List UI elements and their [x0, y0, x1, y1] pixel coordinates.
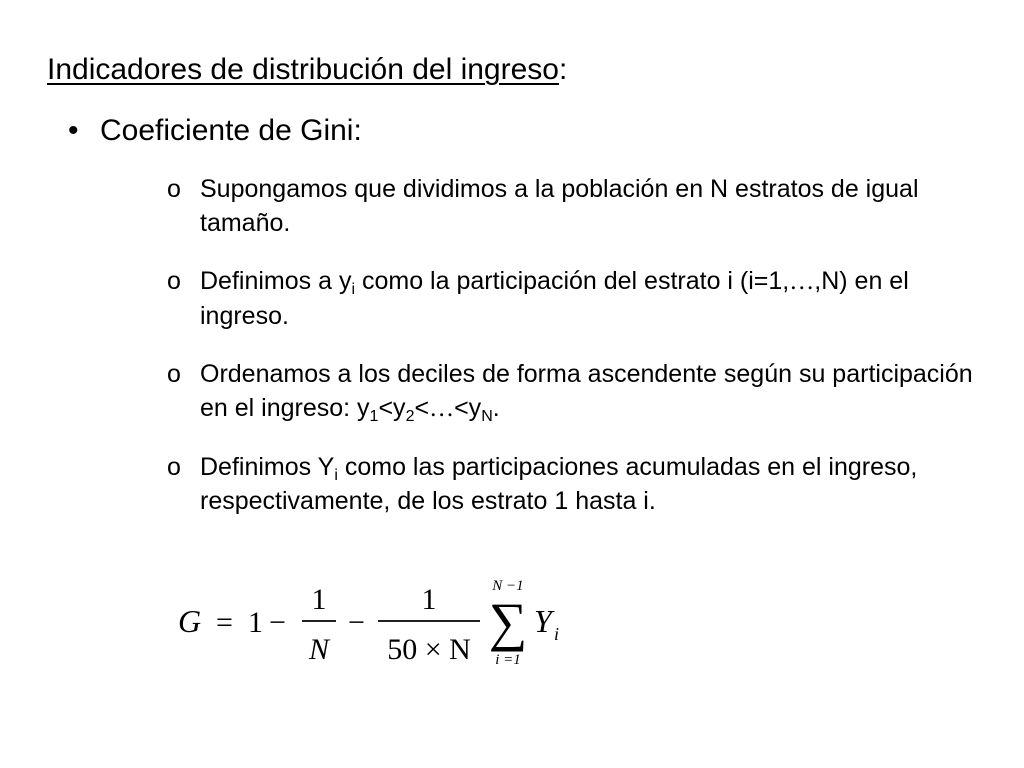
text-part: Ordenamos a los deciles de forma ascendente según su participación en el ingreso: y: [200, 360, 973, 422]
formula-svg: [176, 572, 596, 682]
ellipsis: …: [429, 395, 455, 422]
text-part: <y: [454, 394, 482, 422]
bullet-label: Coeficiente de Gini:: [100, 114, 362, 147]
text-part: .: [492, 394, 500, 422]
sub-item-cumulative: [167, 450, 997, 518]
sub-bullet-marker: o: [167, 453, 181, 481]
subscript: i: [334, 467, 338, 484]
text-part: <: [414, 394, 430, 422]
sigma-icon: ∑: [488, 592, 528, 652]
slide-title: [47, 50, 567, 90]
bullet-dot: •: [68, 114, 79, 147]
subscript: i: [351, 281, 356, 298]
fraction-2-denominator: 50 × N: [387, 633, 471, 666]
formula-y-subscript: i: [554, 624, 560, 644]
formula-minus-1: −: [269, 606, 286, 639]
bullet-gini: [68, 111, 362, 151]
formula-y: Y: [534, 603, 552, 639]
sub-item-participation: [167, 264, 997, 333]
title-colon: :: [558, 53, 568, 86]
text-part: como las participaciones acumuladas en el ingreso, respectivamente, de los estrato 1 hasta i.: [200, 453, 918, 515]
sum-lower-limit: i =1: [495, 652, 521, 668]
text-part: Definimos Y: [200, 453, 335, 481]
sub-bullet-marker: o: [167, 267, 181, 295]
subscript: N: [481, 408, 493, 425]
sub-item-strata: [167, 172, 997, 240]
sub-bullet-marker: o: [167, 360, 181, 388]
title-text: Indicadores de distribución del ingreso: [47, 53, 559, 86]
sub-item-ordering: [167, 357, 997, 426]
fraction-1-numerator: 1: [311, 583, 327, 616]
ellipsis: …: [789, 268, 815, 295]
gini-formula: [176, 572, 596, 682]
formula-minus-2: −: [348, 606, 365, 639]
formula-g: G: [178, 603, 202, 639]
sub-bullet-list: [167, 172, 997, 542]
sub-item-text: Supongamos que dividimos a la población en N estratos de igual tamaño.: [200, 175, 919, 237]
text-part: <y: [378, 394, 406, 422]
fraction-1-denominator: N: [308, 633, 330, 666]
sub-bullet-marker: o: [167, 175, 181, 203]
text-part: Definimos a y: [200, 267, 352, 295]
subscript: 2: [405, 408, 415, 425]
formula-equals: =: [216, 606, 233, 639]
formula-one: 1: [248, 606, 263, 639]
fraction-2-numerator: 1: [421, 583, 437, 616]
text-part: ,N) en el ingreso.: [200, 267, 909, 330]
text-part: como la participación del estrato i (i=1,: [355, 267, 790, 295]
sum-upper-limit: N −1: [492, 578, 524, 594]
subscript: 1: [369, 408, 379, 425]
